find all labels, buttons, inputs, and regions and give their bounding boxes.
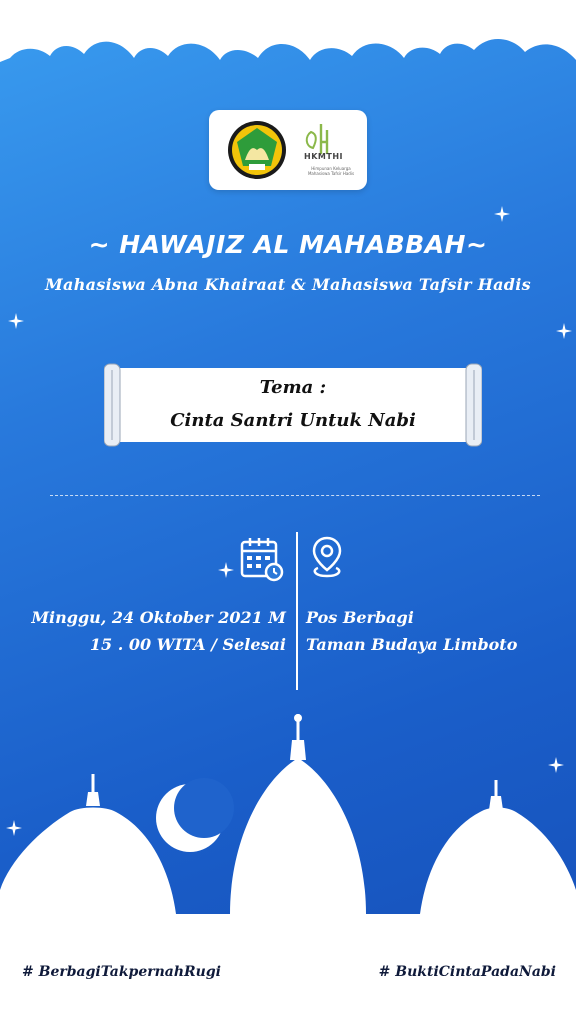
dashed-divider — [50, 495, 540, 496]
event-venue: Taman Budaya Limboto — [306, 635, 518, 654]
top-cloud-border — [0, 0, 576, 80]
sparkle-icon — [494, 206, 510, 222]
event-date-time — [31, 604, 286, 658]
vertical-separator — [296, 532, 298, 690]
hashtag-right: # BuktiCintaPadaNabi — [378, 964, 556, 980]
sparkle-icon — [556, 323, 572, 339]
paami-logo-icon — [227, 120, 287, 180]
sparkle-icon — [8, 313, 24, 329]
calendar-icon — [240, 536, 284, 582]
crescent-moon-icon — [156, 778, 234, 852]
theme-label: Tema : — [259, 377, 327, 398]
event-place: Pos Berbagi — [306, 608, 414, 627]
event-date: Minggu, 24 Oktober 2021 M — [31, 608, 286, 627]
location-pin-icon — [310, 536, 344, 578]
event-location — [306, 604, 517, 658]
sparkle-icon — [218, 562, 234, 578]
hkmthi-logo-text: HKMTHI — [304, 152, 343, 161]
event-time: 15 . 00 WITA / Selesai — [89, 635, 286, 654]
hashtag-left: # BerbagiTakpernahRugi — [22, 964, 221, 980]
event-subtitle: Mahasiswa Abna Khairaat & Mahasiswa Tafsir Hadis — [45, 275, 531, 294]
logo-card — [209, 110, 367, 190]
hkmthi-logo-subtext: Himpunan Keluarga Mahasiswa Tafsir Hadis — [307, 166, 355, 176]
theme-value: Cinta Santri Untuk Nabi — [170, 410, 416, 431]
theme-scroll-banner — [104, 362, 482, 448]
event-title: ~ HAWAJIZ AL MAHABBAH~ — [88, 230, 488, 259]
